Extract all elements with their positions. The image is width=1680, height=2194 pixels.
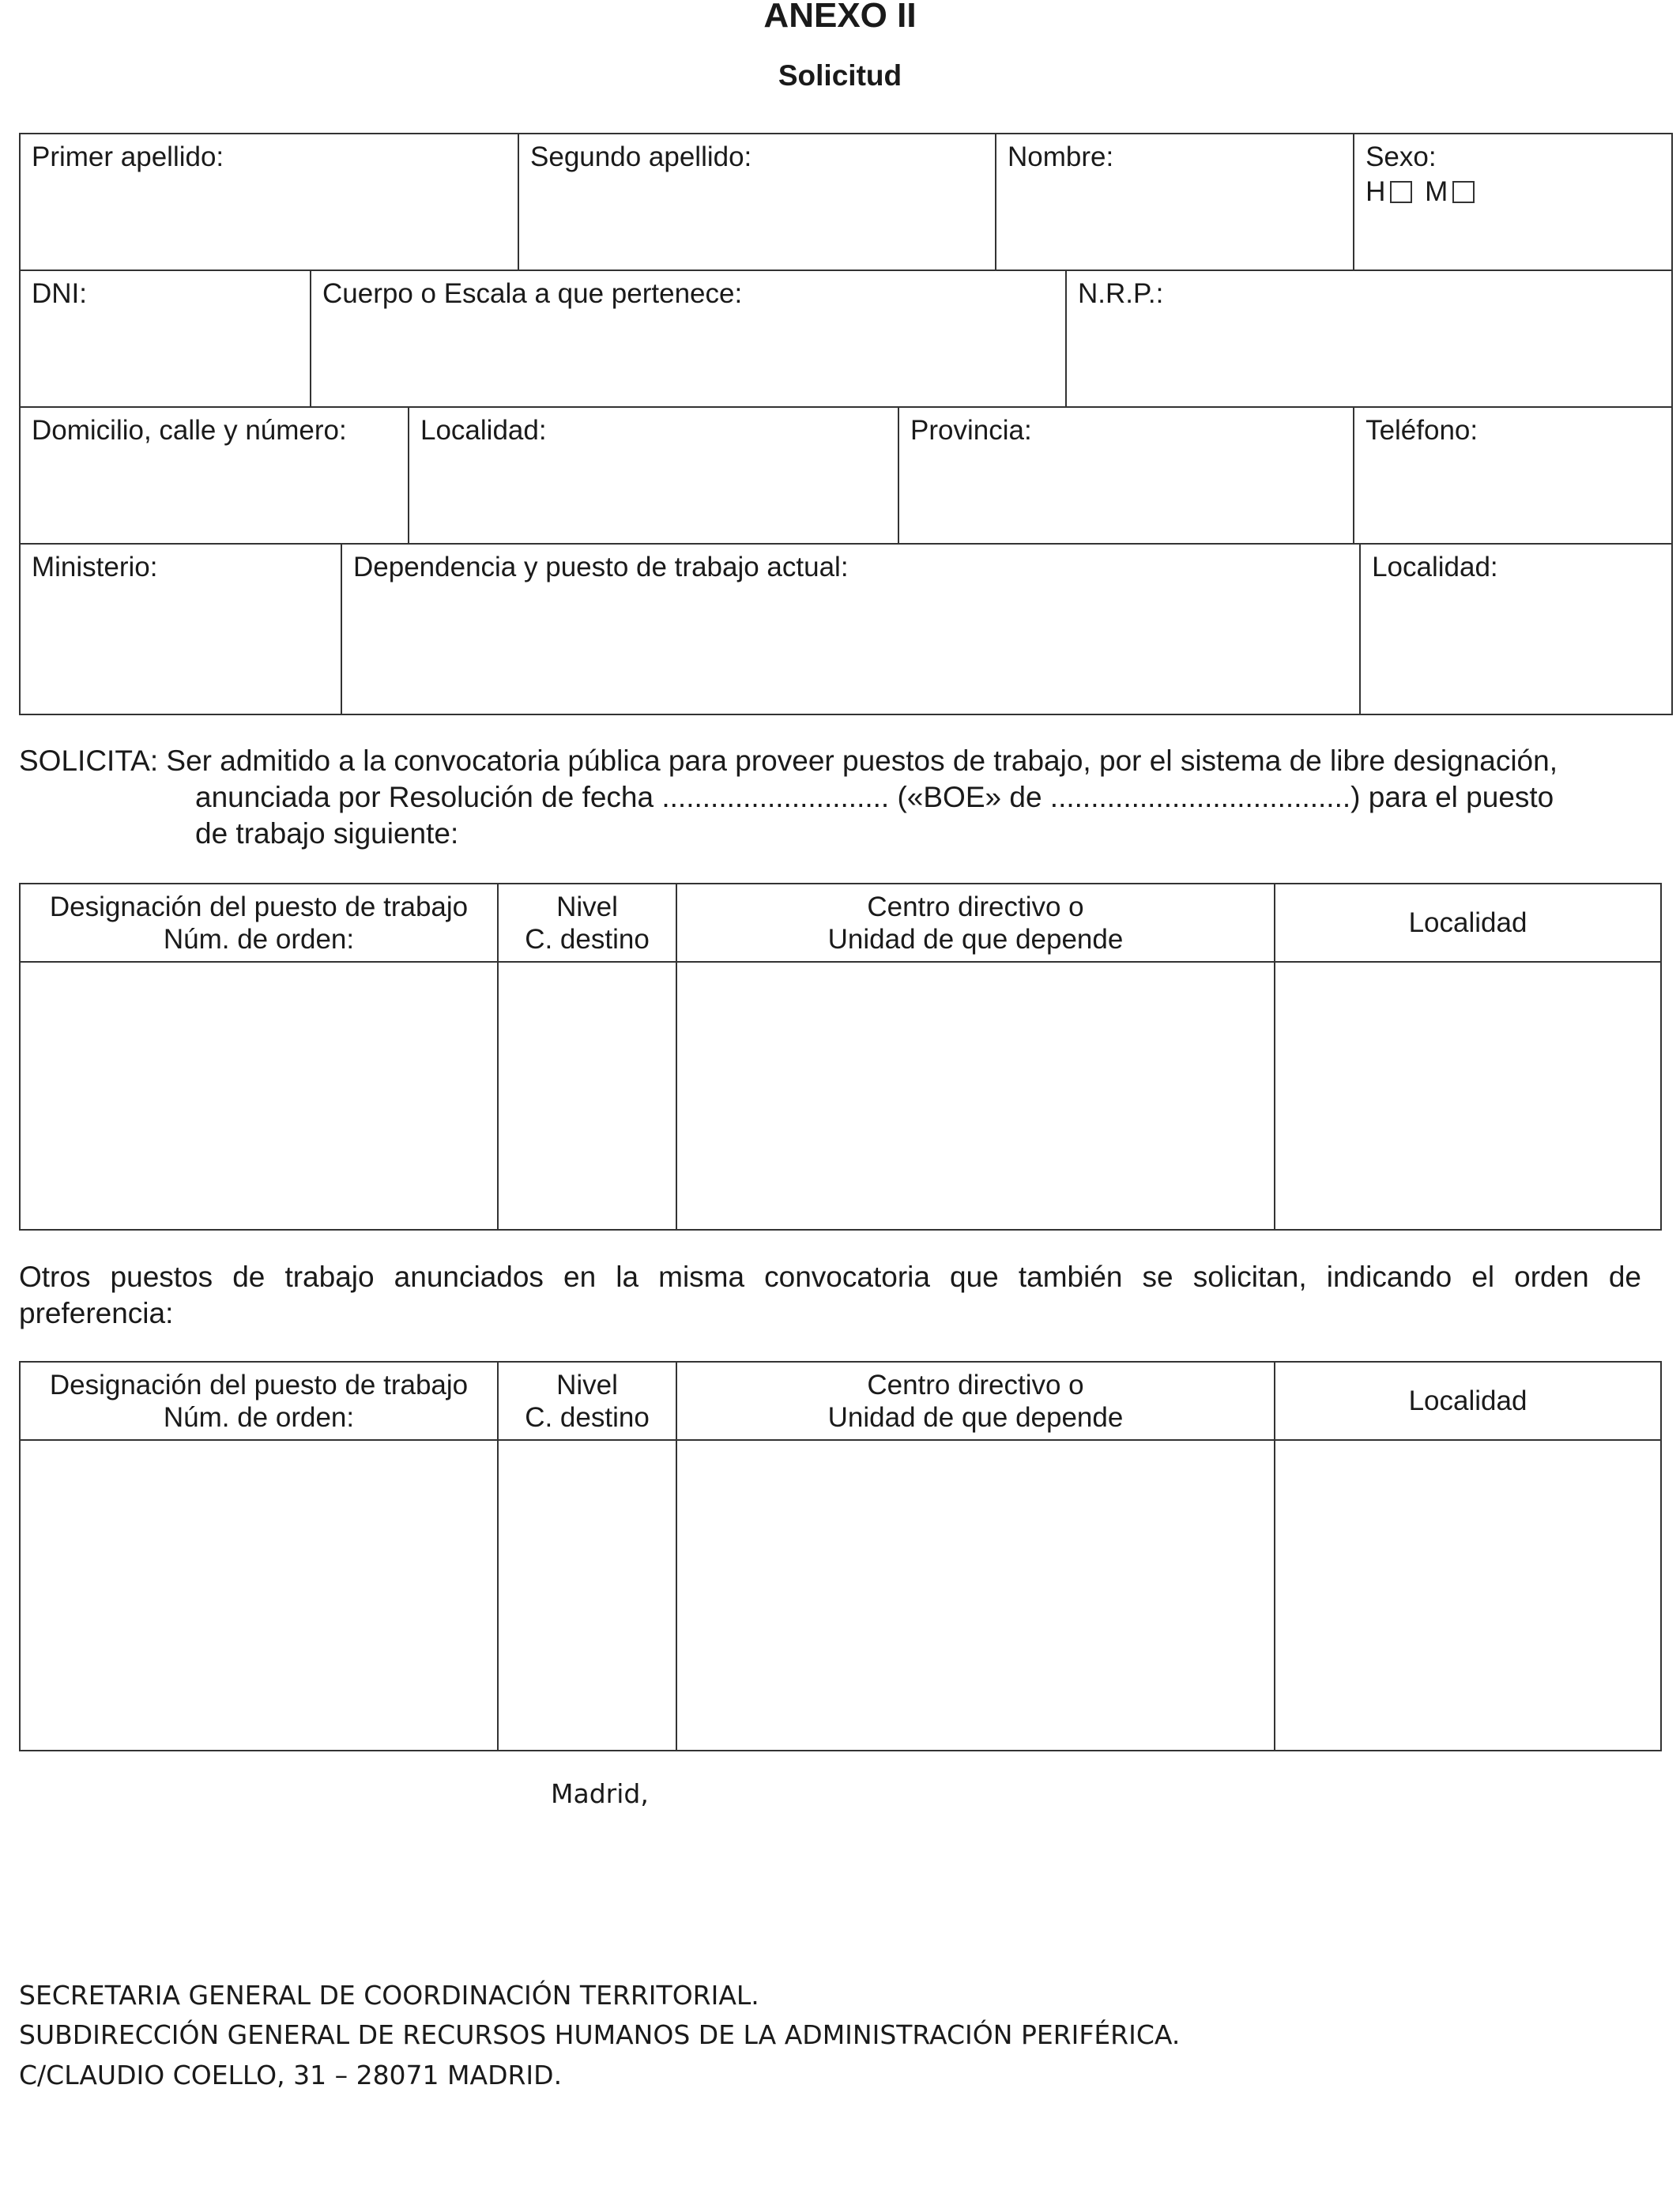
footer-line-3: C/CLAUDIO COELLO, 31 – 28071 MADRID. (19, 2060, 563, 2090)
dni-label: DNI: (32, 278, 87, 309)
sexo-m-label: M (1425, 176, 1448, 207)
provincia-label: Provincia: (910, 415, 1032, 446)
otros-puestos-table (19, 1361, 1662, 1751)
designacion-cell[interactable] (20, 962, 498, 1230)
primer-apellido-field[interactable] (20, 134, 518, 270)
dependencia-field[interactable] (341, 544, 1360, 714)
telefono-label: Teléfono: (1365, 415, 1478, 446)
sexo-m-checkbox[interactable] (1452, 181, 1475, 203)
header-centro-line-2: Unidad de que depende (827, 923, 1124, 955)
header-nivel-line-1: Nivel (556, 1369, 618, 1400)
cuerpo-field[interactable] (311, 270, 1066, 407)
sexo-field (1354, 134, 1672, 270)
sexo-options (1354, 174, 1671, 209)
centro-cell[interactable] (676, 1440, 1275, 1751)
primer-apellido-label: Primer apellido: (32, 141, 224, 172)
ministerio-label: Ministerio: (32, 552, 158, 582)
header-nivel (498, 1362, 676, 1440)
header-localidad: Localidad (1275, 884, 1661, 962)
footer-line-1: SECRETARIA GENERAL DE COORDINACIÓN TERRITORIAL. (19, 1980, 759, 2011)
dependencia-label: Dependencia y puesto de trabajo actual: (353, 552, 849, 582)
puesto-table (19, 883, 1662, 1231)
header-designacion (20, 1362, 498, 1440)
header-nivel (498, 884, 676, 962)
header-centro (676, 884, 1275, 962)
sexo-label: Sexo: (1365, 141, 1437, 172)
page-subtitle: Solicitud (778, 59, 902, 92)
solicita-line-3: de trabajo siguiente: (195, 817, 459, 850)
localidad-field[interactable] (409, 407, 898, 544)
header-nivel-line-2: C. destino (525, 923, 650, 955)
sexo-h-label: H (1365, 176, 1386, 207)
header-nivel-line-2: C. destino (525, 1401, 650, 1433)
nombre-label: Nombre: (1008, 141, 1114, 172)
localidad-cell[interactable] (1275, 962, 1661, 1230)
header-nivel-line-1: Nivel (556, 891, 618, 922)
localidad-cell[interactable] (1275, 1440, 1661, 1751)
header-designacion-line-1: Designación del puesto de trabajo (49, 891, 469, 922)
nrp-label: N.R.P.: (1078, 278, 1164, 309)
dni-field[interactable] (20, 270, 311, 407)
header-designacion (20, 884, 498, 962)
footer-line-2: SUBDIRECCIÓN GENERAL DE RECURSOS HUMANOS DE LA ADMINISTRACIÓN PERIFÉRICA. (19, 2019, 1181, 2050)
sexo-h-checkbox[interactable] (1390, 181, 1412, 203)
nivel-cell[interactable] (498, 962, 676, 1230)
page-title: ANEXO II (763, 0, 917, 35)
domicilio-field[interactable] (20, 407, 409, 544)
domicilio-label: Domicilio, calle y número: (32, 415, 347, 446)
header-designacion-line-2: Núm. de orden: (163, 1401, 355, 1433)
header-centro-line-1: Centro directivo o (867, 1369, 1084, 1400)
designacion-cell[interactable] (20, 1440, 498, 1751)
nrp-field[interactable] (1066, 270, 1672, 407)
localidad-actual-field[interactable] (1360, 544, 1672, 714)
provincia-field[interactable] (898, 407, 1354, 544)
localidad-label: Localidad: (420, 415, 547, 446)
header-centro-line-2: Unidad de que depende (827, 1401, 1124, 1433)
nombre-field[interactable] (996, 134, 1354, 270)
solicita-line-2: anunciada por Resolución de fecha ............................ («BOE» de .....................................) para el puesto (195, 781, 1554, 813)
header-centro-line-1: Centro directivo o (867, 891, 1084, 922)
ministerio-field[interactable] (20, 544, 341, 714)
header-designacion-line-2: Núm. de orden: (163, 923, 355, 955)
nivel-cell[interactable] (498, 1440, 676, 1751)
header-centro (676, 1362, 1275, 1440)
segundo-apellido-label: Segundo apellido: (530, 141, 752, 172)
otros-paragraph (19, 1259, 1641, 1332)
segundo-apellido-field[interactable] (518, 134, 996, 270)
header-designacion-line-1: Designación del puesto de trabajo (49, 1369, 469, 1400)
solicita-line-1: SOLICITA: Ser admitido a la convocatoria pública para proveer puestos de trabajo, por el sistema de libre designación, (19, 745, 1558, 777)
otros-line-2: preferencia: (19, 1297, 174, 1329)
telefono-field[interactable] (1354, 407, 1672, 544)
otros-line-1: Otros puestos de trabajo anunciados en la misma convocatoria que también se solicitan, indicando el orden de (19, 1261, 1641, 1293)
header-localidad: Localidad (1275, 1362, 1661, 1440)
solicita-paragraph (19, 743, 1663, 852)
signature-place: Madrid, (551, 1778, 649, 1809)
cuerpo-label: Cuerpo o Escala a que pertenece: (322, 278, 743, 309)
localidad-actual-label: Localidad: (1372, 552, 1498, 582)
personal-data-form (19, 133, 1673, 715)
centro-cell[interactable] (676, 962, 1275, 1230)
